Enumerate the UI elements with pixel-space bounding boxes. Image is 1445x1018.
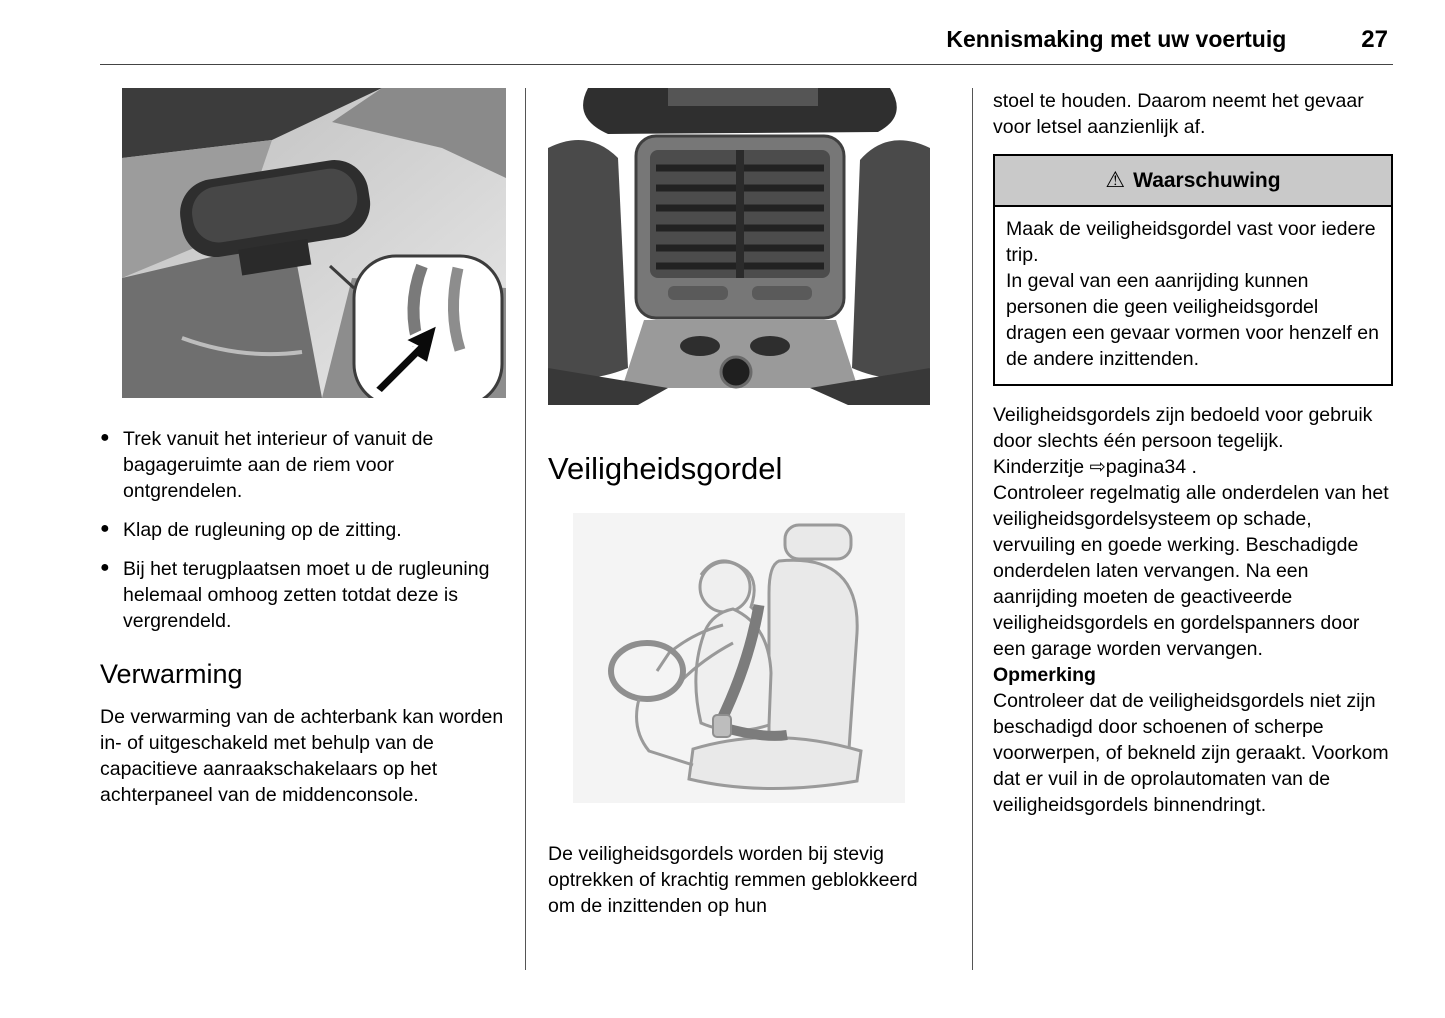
chapter-title: Kennismaking met uw voertuig xyxy=(946,26,1287,52)
seatbelt-paragraph: De veiligheidsgordels worden bij stevig optrekken of krachtig remmen geblokkeerd om de inzittenden op hun xyxy=(548,843,918,917)
warning-title: Waarschuwing xyxy=(1133,169,1281,192)
heading-veiligheidsgordel: Veiligheidsgordel xyxy=(548,451,783,486)
instruction-list xyxy=(100,426,506,634)
rear-console-vent-illustration xyxy=(548,88,930,405)
column-divider xyxy=(525,88,526,970)
inspection-paragraph: Controleer regelmatig alle onderdelen van het veiligheidsgordelsysteem op schade, vervuiling en goede werking. Beschadigde onderdelen laten vervangen. Na een aanrijding moeten de geactiveerde veiligheidsgordels en gordelspanners door een garage worden vervangen. xyxy=(993,482,1389,660)
rear-vent-figure xyxy=(548,88,930,405)
list-item-text: Bij het terugplaatsen moet u de rugleuning helemaal omhoog zetten totdat deze is vergrendeld. xyxy=(123,558,490,632)
warning-triangle-icon: ⚠ xyxy=(1105,167,1126,192)
list-item xyxy=(100,517,506,543)
warning-line: Maak de veiligheidsgordel vast voor iedere trip. xyxy=(1006,218,1376,266)
note-label: Opmerking xyxy=(993,664,1096,686)
page-header xyxy=(100,26,1393,65)
intro-paragraph: stoel te houden. Daarom neemt het gevaar voor letsel aanzienlijk af. xyxy=(993,90,1364,138)
column-divider xyxy=(972,88,973,970)
heading-verwarming: Verwarming xyxy=(100,659,243,689)
verwarming-paragraph: De verwarming van de achterbank kan worden in- of uitgeschakeld met behulp van de capacitieve aanraakschakelaars op het achterpaneel van de middenconsole. xyxy=(100,706,504,806)
column-right xyxy=(993,88,1393,818)
page-number: 27 xyxy=(1361,26,1388,53)
warning-line: In geval van een aanrijding kunnen personen die geen veiligheidsgordel dragen een gevaar vormen voor henzelf en de andere inzittenden. xyxy=(1006,270,1379,370)
warning-header xyxy=(995,156,1391,207)
note-paragraph: Controleer dat de veiligheidsgordels niet zijn beschadigd door schoenen of scherpe voorwerpen, of bekneld zijn geraakt. Voorkom dat er vuil in de oprolautomaten van de veiligheidsgordels binnendringt. xyxy=(993,690,1389,816)
warning-box xyxy=(993,154,1393,386)
seatbelt-figure xyxy=(573,513,905,803)
kinderzitje-label: Kinderzitje xyxy=(993,456,1090,478)
list-item xyxy=(100,556,506,634)
kinderzitje-line xyxy=(993,454,1393,480)
seatback-release-illustration xyxy=(122,88,506,398)
warning-body xyxy=(995,207,1391,384)
list-item-text: Klap de rugleuning op de zitting. xyxy=(123,519,402,541)
column-left xyxy=(100,88,506,808)
column-middle xyxy=(548,88,940,919)
belt-usage-paragraph: Veiligheidsgordels zijn bedoeld voor gebruik door slechts één persoon tegelijk. xyxy=(993,404,1373,452)
seatbelt-person-illustration xyxy=(573,513,905,803)
list-item xyxy=(100,426,506,504)
page-reference: ⇨pagina34 . xyxy=(1089,456,1197,478)
list-item-text: Trek vanuit het interieur of vanuit de bagageruimte aan de riem voor ontgrendelen. xyxy=(123,428,434,502)
seatback-release-figure xyxy=(122,88,506,398)
